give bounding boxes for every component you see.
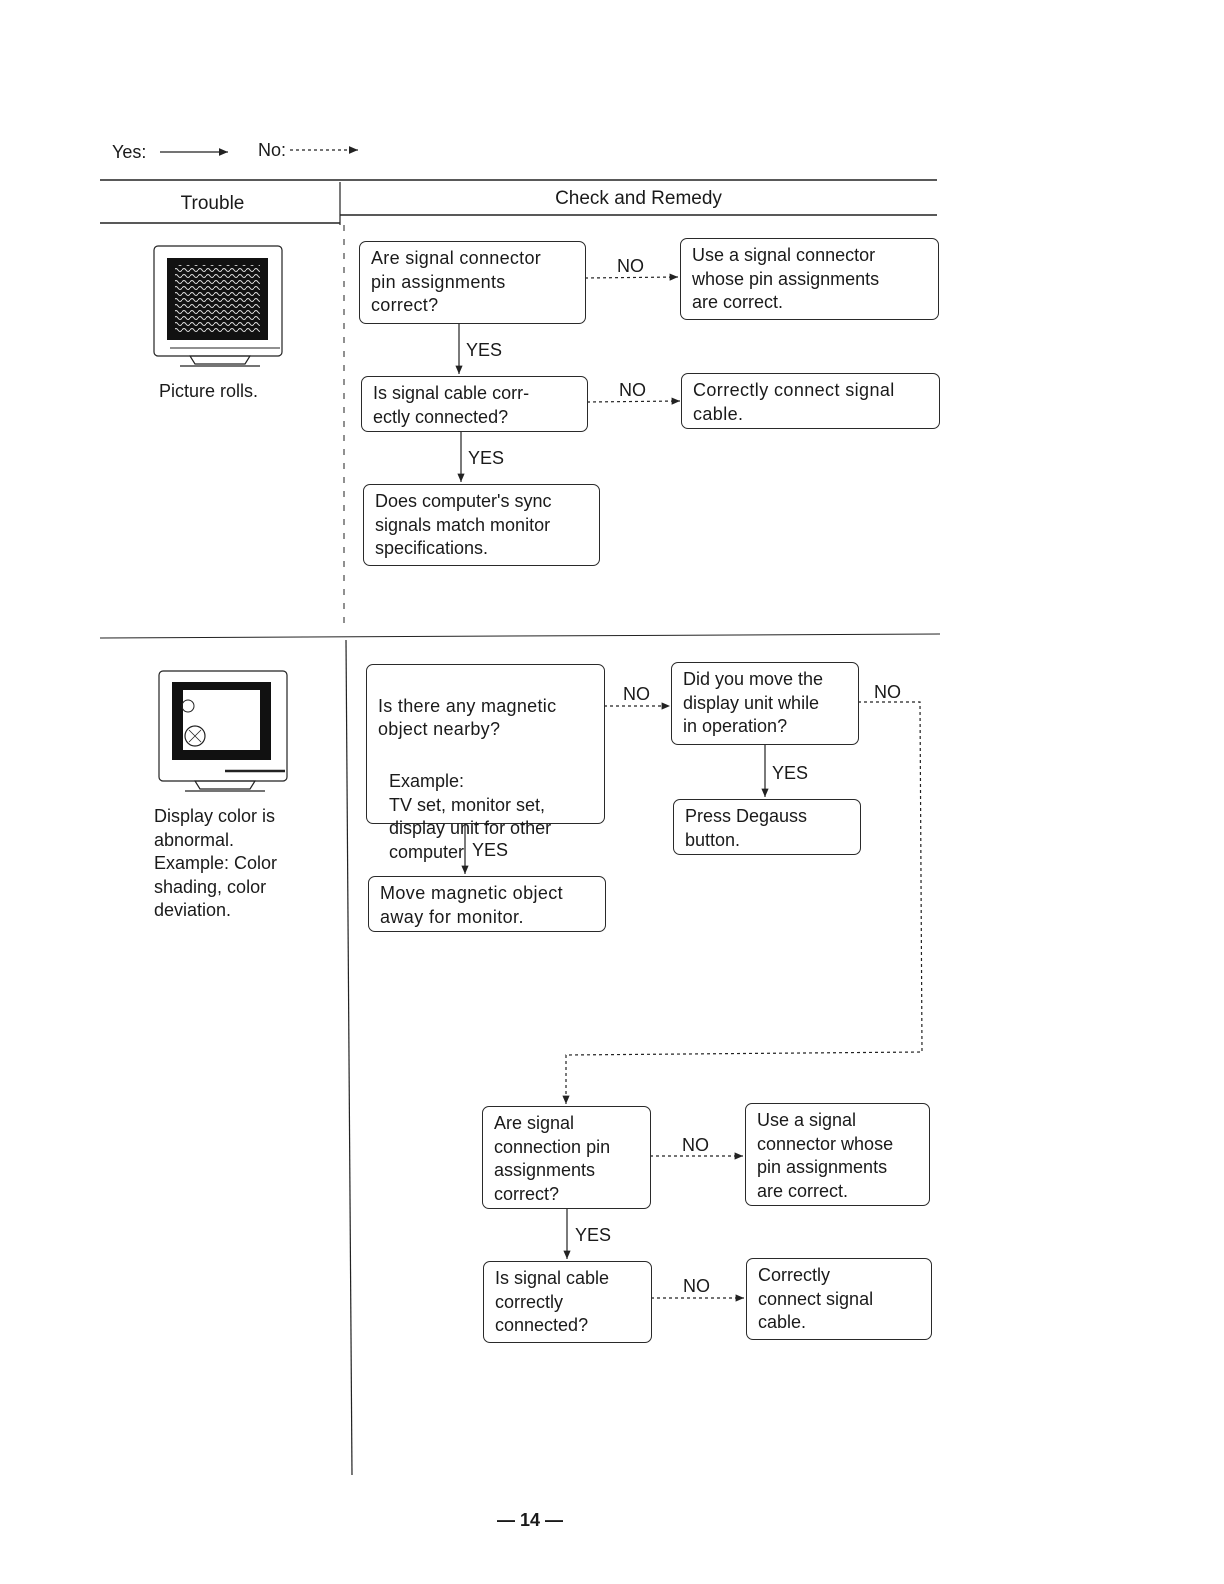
remedy-connect-signal-cable: Correctly connect signal cable.: [681, 373, 940, 429]
section-divider: [100, 634, 940, 638]
magnetic-object-example: Example: TV set, monitor set, display unit for other computer: [389, 771, 552, 862]
remedy-use-correct-connector-2: Use a signal connector whose pin assignments are correct.: [745, 1103, 930, 1206]
no-label: NO: [683, 1276, 710, 1296]
column-divider-2: [346, 640, 352, 1475]
remedy-connect-signal-cable-2: Correctly connect signal cable.: [746, 1258, 932, 1340]
column-header-trouble: Trouble: [180, 193, 245, 214]
no-label: NO: [874, 682, 901, 702]
remedy-move-magnetic-object: Move magnetic object away for monitor.: [368, 876, 606, 932]
question-moved-display-unit: Did you move the display unit while in operation?: [671, 662, 859, 745]
legend-yes-label: Yes:: [112, 142, 147, 162]
monitor-rolling-picture-icon: [150, 243, 290, 373]
trouble-display-color-abnormal: Display color is abnormal. Example: Color shading, color deviation.: [154, 806, 278, 920]
trouble-picture-rolls: Picture rolls.: [159, 381, 259, 401]
monitor-color-shading-icon: [155, 668, 295, 798]
remedy-press-degauss: Press Degauss button.: [673, 799, 861, 855]
no-label: NO: [682, 1135, 709, 1155]
no-label: NO: [617, 256, 644, 276]
yes-label: YES: [472, 840, 509, 860]
no-label: NO: [619, 380, 646, 400]
question-sync-signals: Does computer's sync signals match monitor specifications.: [363, 484, 600, 566]
yes-label: YES: [468, 448, 505, 468]
question-magnetic-object-text: Is there any magnetic object nearby?: [378, 695, 557, 739]
no-label: NO: [623, 684, 650, 704]
column-header-check-remedy: Check and Remedy: [555, 188, 722, 209]
question-cable-correctly-connected: Is signal cable correctly connected?: [483, 1261, 652, 1343]
page-number: — 14 —: [496, 1510, 564, 1530]
yes-label: YES: [772, 763, 809, 783]
question-pin-assignments: Are signal connector pin assignments correct?: [359, 241, 586, 324]
question-cable-connected: Is signal cable corr- ectly connected?: [361, 376, 588, 432]
remedy-use-correct-connector: Use a signal connector whose pin assignments are correct.: [680, 238, 939, 320]
yes-label: YES: [466, 340, 503, 360]
legend-no-label: No:: [258, 140, 287, 160]
question-connection-pin-assignments: Are signal connection pin assignments correct?: [482, 1106, 651, 1209]
yes-label: YES: [575, 1225, 612, 1245]
